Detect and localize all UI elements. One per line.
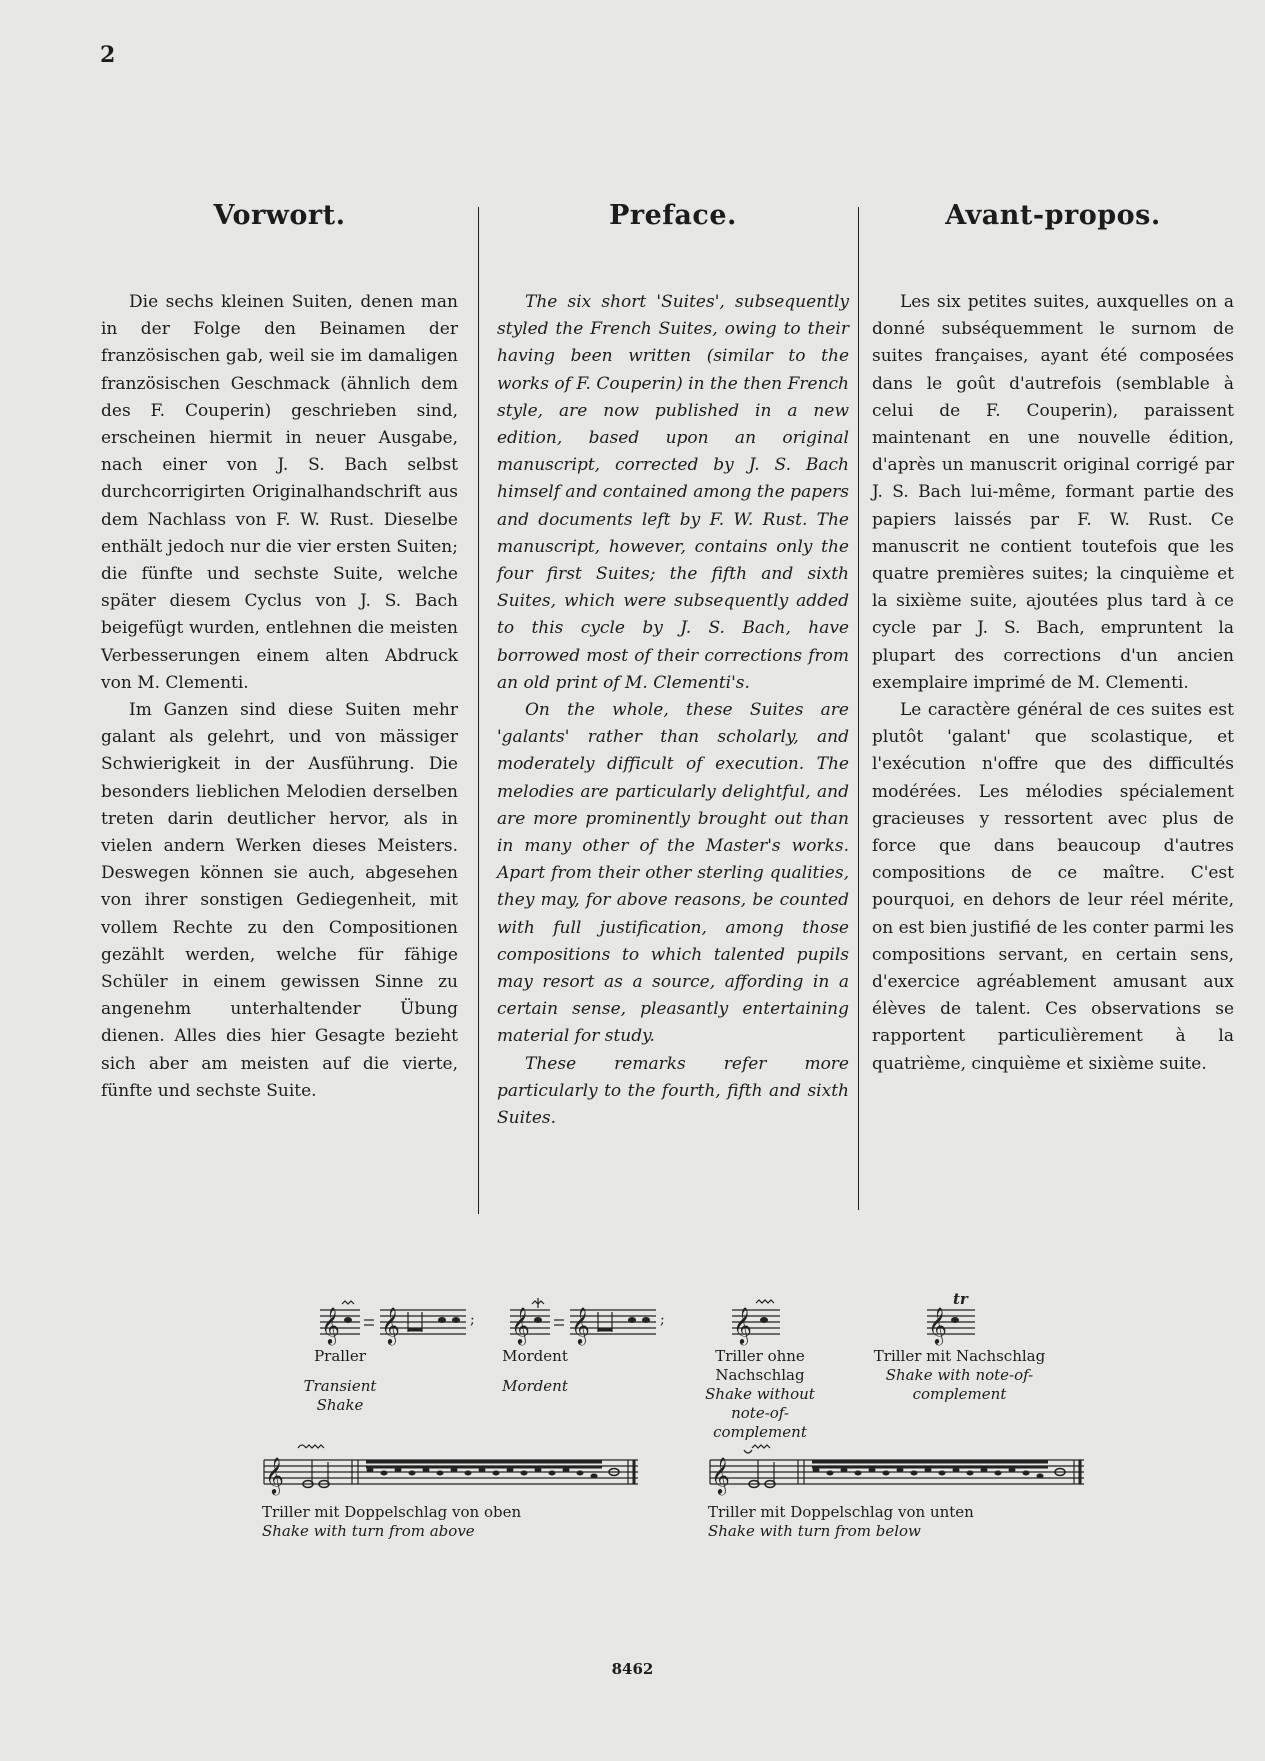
mordent-notation-icon: [508, 1296, 668, 1348]
svg-text:𝄞: 𝄞: [511, 1306, 530, 1344]
trill-turn-from-above-notation-icon: [262, 1440, 642, 1502]
german-title: Vorwort.: [213, 200, 346, 231]
column-divider: [858, 207, 859, 1210]
plate-number: 8462: [611, 1660, 654, 1678]
svg-text:𝄞: 𝄞: [733, 1306, 752, 1344]
svg-text:𝄞: 𝄞: [321, 1306, 340, 1344]
svg-text:𝄞: 𝄞: [711, 1456, 730, 1494]
trill-without-termination-caption: [685, 1347, 835, 1442]
mordent-label: Mordent: [502, 1347, 568, 1365]
german-preface-column: [101, 200, 458, 1105]
turn-from-above-label: Triller mit Doppelschlag von oben: [262, 1503, 522, 1521]
svg-text:𝄞: 𝄞: [265, 1456, 284, 1494]
turn-from-above-caption: [262, 1503, 582, 1541]
shake-without-complement-label: Shake without note-of-complement: [705, 1385, 815, 1441]
english-paragraph: These remarks refer more particularly to the fourth, fifth and sixth Suites.: [497, 1053, 849, 1129]
french-paragraph: Le caractère général de ces suites est plutôt 'galant' que scolastique, et l'exécution n'offre que des difficultés modérées. Les mélodies spécialement gracieuses y ressortent avec plus de force que dans beaucoup d'autres compositions de ce maître. C'est pourquoi, en dehors de leur réel mérite, on est bien justifié de les conter parmi les compositions servant, en certain sens, d'exercice agréablement amusant aux élèves de talent. Ces observations se rapportent particulièrement à la quatrième, cinquième et sixième suite.: [872, 700, 1234, 1074]
english-paragraph: On the whole, these Suites are 'galants' rather than scholarly, and moderately difficult of execution. The melodies are particularly delightful, and are more prominently brought out than in many other of the Master's works. Apart from their other sterling qualities, they may, for above reasons, be counted with full justification, among those compositions to which talented pupils may resort as a source, affording in a certain sense, pleasantly entertaining material for study.: [497, 700, 849, 1047]
svg-text:;: ;: [470, 1312, 475, 1328]
english-paragraph: The six short 'Suites', subsequently styled the French Suites, owing to their having been written (similar to the works of F. Couperin) in the then French style, are now published in a new edition, based upon an original manuscript, corrected by J. S. Bach himself and contained among the papers and documents left by F. W. Rust. The manuscript, however, contains only the four first Suites; the fifth and sixth Suites, which were subsequently added to this cycle by J. S. Bach, have borrowed most of their corrections from an old print of M. Clementi's.: [497, 292, 849, 693]
trill-turn-from-below-notation-icon: [708, 1440, 1088, 1502]
english-preface-column: [497, 200, 849, 1132]
column-divider: [478, 207, 479, 1214]
svg-text:𝄞: 𝄞: [571, 1306, 590, 1344]
praller-caption: [280, 1347, 400, 1415]
praller-notation-icon: [318, 1296, 478, 1348]
trill-with-termination-notation-icon: [925, 1290, 985, 1348]
german-paragraph: Im Ganzen sind diese Suiten mehr galant als gelehrt, und von mässiger Schwierigkeit in der Ausführung. Die besonders lieblichen Melodien derselben treten darin deutlicher hervor, als in vielen andern Werken dieses Meisters. Deswegen können sie auch, abgesehen von ihrer sonstigen Gediegenheit, mit vollem Rechte zu den Compositionen gezählt werden, welche für fähige Schüler in einem gewissen Sinne zu angenehm unterhaltender Übung dienen. Alles dies hier Gesagte bezieht sich aber am meisten auf die vierte, fünfte und sechste Suite.: [101, 700, 458, 1101]
transient-shake-label: Transient Shake: [303, 1377, 377, 1414]
mordent-english-label: Mordent: [502, 1377, 568, 1395]
turn-from-below-caption: [708, 1503, 1028, 1541]
trill-with-termination-caption: [872, 1347, 1047, 1404]
shake-with-complement-label: Shake with note-of-complement: [885, 1366, 1034, 1403]
german-paragraph: Die sechs kleinen Suiten, denen man in der Folge den Beinamen der französischen gab, weil sie im damaligen französischen Geschmack (ähnlich dem des F. Couperin) geschrieben sind, erscheinen hiermit in neuer Ausgabe, nach einer von J. S. Bach selbst durchcorrigirten Originalhandschrift aus dem Nachlass von F. W. Rust. Dieselbe enthält jedoch nur die vier ersten Suiten; die fünfte und sechste Suite, welche später diesem Cyclus von J. S. Bach beigefügt wurden, entlehnen die meisten Verbesserungen einem alten Abdruck von M. Clementi.: [101, 292, 458, 693]
page-number: 2: [100, 42, 116, 68]
turn-from-below-label: Triller mit Doppelschlag von unten: [708, 1503, 974, 1521]
svg-text:𝄞: 𝄞: [928, 1306, 947, 1344]
french-title: Avant-propos.: [945, 200, 1161, 231]
trill-without-termination-label: Triller ohne Nachschlag: [715, 1347, 805, 1384]
french-preface-column: [872, 200, 1234, 1078]
english-title: Preface.: [609, 200, 737, 231]
mordent-caption: [470, 1347, 600, 1396]
french-paragraph: Les six petites suites, auxquelles on a donné subséquemment le surnom de suites françaises, ayant été composées dans le goût d'autrefois (semblable à celui de F. Couperin), paraissent maintenant en une nouvelle édition, d'après un manuscrit original corrigé par J. S. Bach lui-même, formant partie des papiers laissés par F. W. Rust. Ce manuscrit ne contient toutefois que les quatre premières suites; la cinquième et la sixième suite, ajoutées plus tard à ce cycle par J. S. Bach, empruntent la plupart des corrections d'un ancien exemplaire imprimé de M. Clementi.: [872, 292, 1234, 693]
trill-without-termination-notation-icon: [730, 1296, 790, 1348]
praller-label: Praller: [314, 1347, 366, 1365]
svg-text:tr: tr: [953, 1290, 968, 1308]
svg-text:𝄞: 𝄞: [381, 1306, 400, 1344]
svg-text:;: ;: [660, 1312, 665, 1328]
trill-with-termination-label: Triller mit Nachschlag: [873, 1347, 1046, 1365]
shake-turn-from-above-label: Shake with turn from above: [262, 1522, 475, 1540]
shake-turn-from-below-label: Shake with turn from below: [708, 1522, 921, 1540]
